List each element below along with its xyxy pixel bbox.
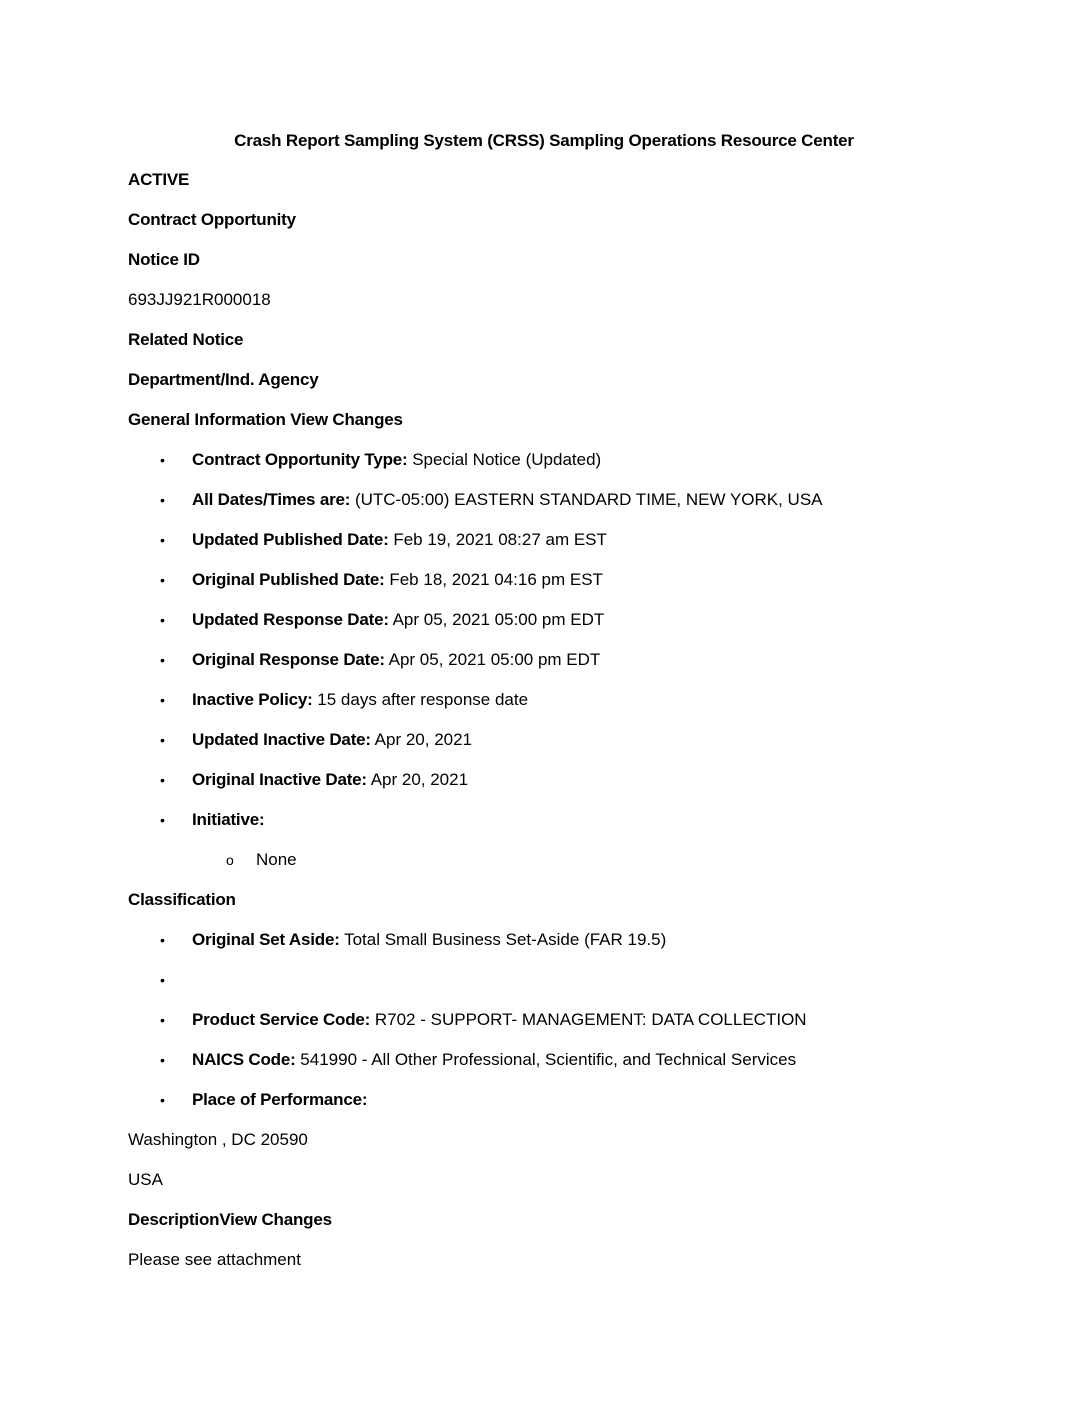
item-label: Initiative: — [192, 810, 265, 829]
department-label: Department/Ind. Agency — [128, 370, 319, 389]
description-text: Please see attachment — [128, 1250, 301, 1269]
item-label: Contract Opportunity Type: — [192, 450, 408, 469]
general-info-heading: General Information View Changes — [128, 410, 403, 429]
general-info-item — [160, 689, 528, 711]
general-info-item — [160, 729, 472, 751]
bullet-icon: • — [160, 772, 165, 788]
general-info-item — [160, 609, 604, 631]
general-info-item — [160, 649, 600, 671]
item-value: Apr 20, 2021 — [370, 730, 473, 749]
item-value: 541990 - All Other Professional, Scientific, and Technical Services — [295, 1050, 797, 1069]
item-value: 15 days after response date — [312, 690, 529, 709]
item-value: (UTC-05:00) EASTERN STANDARD TIME, NEW YORK, USA — [350, 490, 823, 509]
item-label: Inactive Policy: — [192, 690, 313, 709]
item-value: Special Notice (Updated) — [407, 450, 602, 469]
item-label: Original Set Aside: — [192, 930, 340, 949]
bullet-icon: • — [160, 732, 165, 748]
general-info-item — [160, 569, 603, 591]
initiative-value: None — [256, 850, 297, 869]
general-info-item — [160, 809, 264, 831]
general-info-item — [160, 529, 607, 551]
item-value: Feb 18, 2021 04:16 pm EST — [384, 570, 603, 589]
bullet-icon: • — [160, 652, 165, 668]
bullet-icon: • — [160, 572, 165, 588]
item-value: Apr 05, 2021 05:00 pm EDT — [384, 650, 601, 669]
classification-item — [160, 1049, 796, 1071]
classification-item — [160, 1089, 367, 1111]
classification-item — [160, 969, 192, 991]
status-label: ACTIVE — [128, 170, 190, 189]
item-label: Original Response Date: — [192, 650, 385, 669]
item-label: Place of Performance: — [192, 1090, 368, 1109]
item-value: R702 - SUPPORT- MANAGEMENT: DATA COLLECTION — [370, 1010, 807, 1029]
classification-item — [160, 929, 666, 951]
item-label: Original Inactive Date: — [192, 770, 367, 789]
classification-heading: Classification — [128, 890, 236, 909]
bullet-icon: • — [160, 1052, 165, 1068]
bullet-icon: • — [160, 812, 165, 828]
description-heading: DescriptionView Changes — [128, 1210, 332, 1229]
item-label: All Dates/Times are: — [192, 490, 351, 509]
bullet-icon: • — [160, 492, 165, 508]
document-title: Crash Report Sampling System (CRSS) Sampling Operations Resource Center — [234, 131, 854, 150]
general-info-item — [160, 769, 468, 791]
related-notice-label: Related Notice — [128, 330, 244, 349]
item-value: Apr 20, 2021 — [366, 770, 469, 789]
initiative-sub-item — [226, 849, 297, 871]
general-info-item — [160, 449, 601, 471]
bullet-icon: • — [160, 1012, 165, 1028]
bullet-icon: • — [160, 532, 165, 548]
item-value: Total Small Business Set-Aside (FAR 19.5) — [339, 930, 667, 949]
item-label: Product Service Code: — [192, 1010, 371, 1029]
place-city: Washington , DC 20590 — [128, 1130, 308, 1149]
item-label: Updated Published Date: — [192, 530, 389, 549]
classification-item — [160, 1009, 807, 1031]
bullet-icon: • — [160, 972, 165, 988]
general-info-item — [160, 489, 823, 511]
item-value: Apr 05, 2021 05:00 pm EDT — [388, 610, 605, 629]
bullet-icon: • — [160, 612, 165, 628]
item-label: Original Published Date: — [192, 570, 385, 589]
notice-id-label: Notice ID — [128, 250, 200, 269]
place-country: USA — [128, 1170, 163, 1189]
item-label: Updated Inactive Date: — [192, 730, 371, 749]
item-label: NAICS Code: — [192, 1050, 296, 1069]
opportunity-label: Contract Opportunity — [128, 210, 296, 229]
notice-id-value: 693JJ921R000018 — [128, 290, 271, 309]
circle-bullet-icon: o — [226, 852, 234, 868]
bullet-icon: • — [160, 932, 165, 948]
bullet-icon: • — [160, 692, 165, 708]
bullet-icon: • — [160, 452, 165, 468]
item-value: Feb 19, 2021 08:27 am EST — [388, 530, 607, 549]
item-label: Updated Response Date: — [192, 610, 389, 629]
bullet-icon: • — [160, 1092, 165, 1108]
